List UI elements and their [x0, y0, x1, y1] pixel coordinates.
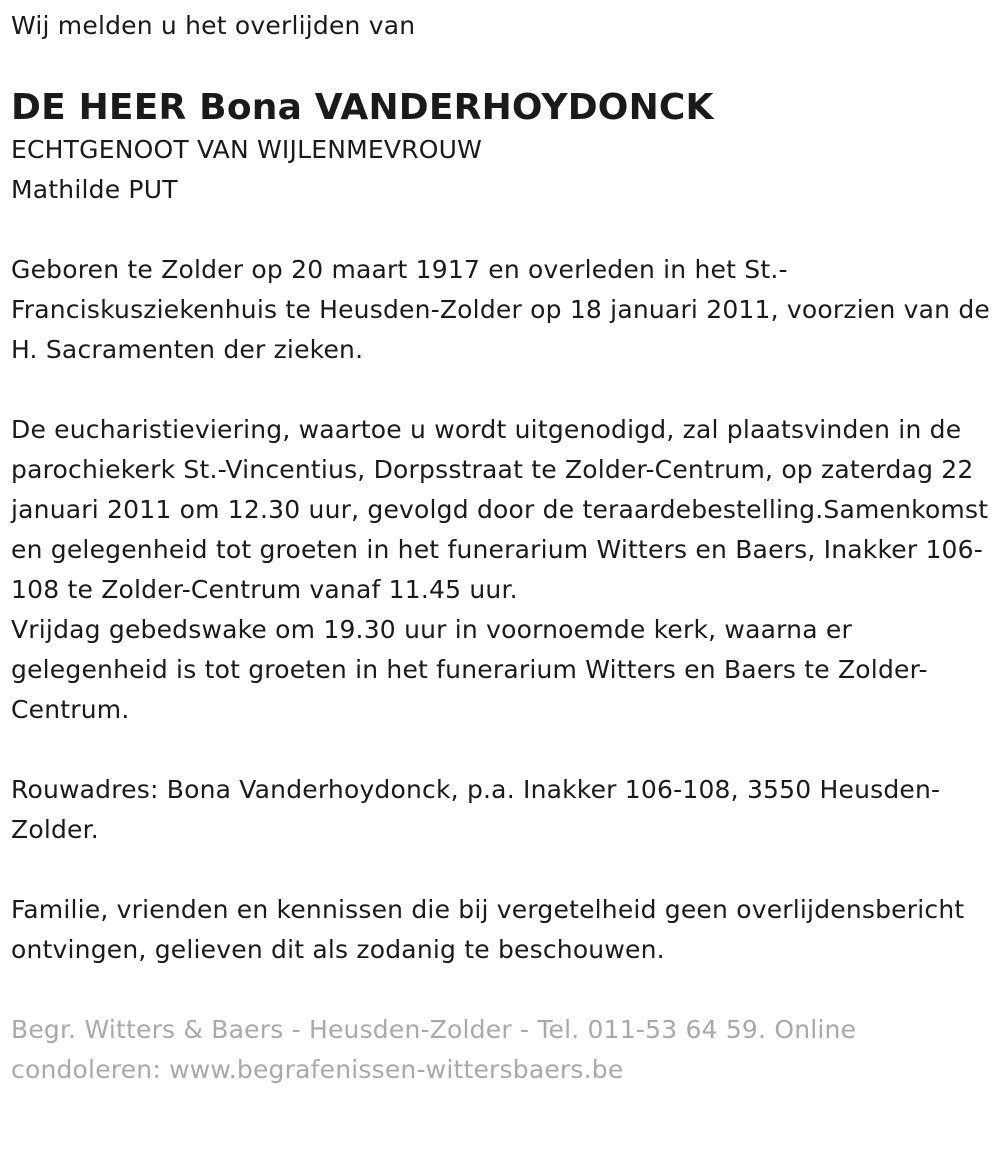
funeral-home-footer: Begr. Witters & Baers - Heusden-Zolder - Tel. 011-53 64 59. Online condoleren: www.begrafenissen-wittersbaers.be [11, 1015, 857, 1084]
deceased-name: DE HEER Bona VANDERHOYDONCK [11, 87, 714, 128]
spouse-title: ECHTGENOOT VAN WIJLENMEVROUW [11, 135, 483, 164]
spouse-name: Mathilde PUT [11, 175, 178, 204]
ceremony-paragraph: De eucharistieviering, waartoe u wordt uitgenodigd, zal plaatsvinden in de parochiekerk St.-Vincentius, Dorpsstraat te Zolder-Centrum, op zaterdag 22 januari 2011 om 12.30 uur, gevolgd door de teraardebestelling.Samenkomst en gelegenheid tot groeten in het funerarium Witters en Baers, Inakker 106-108 te Zolder-Centrum vanaf 11.45 uur. [11, 415, 989, 604]
mourning-address: Rouwadres: Bona Vanderhoydonck, p.a. Inakker 106-108, 3550 Heusden-Zolder. [11, 775, 941, 844]
birth-death-paragraph: Geboren te Zolder op 20 maart 1917 en overleden in het St.-Franciskusziekenhuis te Heusden-Zolder op 18 januari 2011, voorzien van de H. Sacramenten der zieken. [11, 255, 990, 364]
closing-paragraph: Familie, vrienden en kennissen die bij vergetelheid geen overlijdensbericht ontvingen, gelieven dit als zodanig te beschouwen. [11, 895, 965, 964]
intro-text: Wij melden u het overlijden van [11, 11, 416, 40]
vigil-paragraph: Vrijdag gebedswake om 19.30 uur in voornoemde kerk, waarna er gelegenheid is tot groeten in het funerarium Witters en Baers te Zolder-Centrum. [11, 615, 928, 724]
